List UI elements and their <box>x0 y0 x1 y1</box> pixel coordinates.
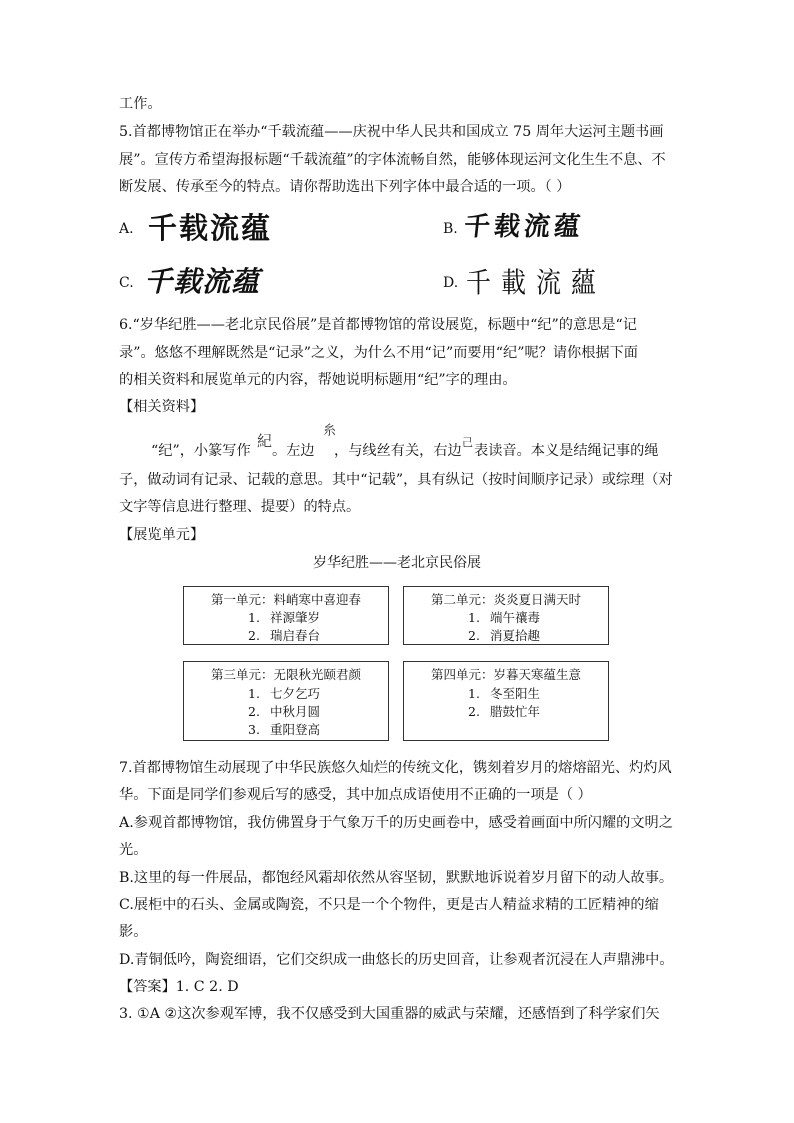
exhibit-unit-1 <box>183 586 389 645</box>
material-heading: 【相关资料】 <box>119 399 205 415</box>
q7-option-b: B.这里的每一件展品，都饱经风霜却依然从容坚韧，默默地诉说着岁月留下的动人故事。 <box>119 870 674 886</box>
seal-script-ji-right-icon: 己 <box>462 436 473 449</box>
exhibit-title: 岁华纪胜——老北京民俗展 <box>313 555 481 571</box>
option-a-label: A. <box>119 221 134 237</box>
seal-script-ji-icon: 紀 <box>257 432 273 450</box>
question-5-line-3: 断发展、传承至今的特点。请你帮助选出下列字体中最合适的一项。（ ） <box>119 179 571 195</box>
unit-heading: 第一单元：料峭寒中喜迎春 <box>210 592 361 607</box>
unit-item: 1. 冬至阳生 <box>468 686 541 701</box>
seal-script-si-icon: 糸 <box>320 423 335 436</box>
unit-item: 1. 祥源肇岁 <box>248 610 321 625</box>
question-7-line-1: 7.首都博物馆生动展现了中华民族悠久灿烂的传统文化，镌刻着岁月的熔熔韶光、灼灼风 <box>119 760 672 776</box>
unit-item: 2. 瑞启春台 <box>248 628 321 643</box>
question-6-line-3: 的相关资料和展览单元的内容，帮她说明标题用“纪”字的理由。 <box>119 372 517 388</box>
option-b-label: B. <box>443 221 458 237</box>
option-b-font-sample: 千载流蕴 <box>462 212 586 242</box>
unit-item: 2. 消夏拾趣 <box>468 628 541 643</box>
option-d-label: D. <box>443 275 459 291</box>
option-d-font-sample: 千載流蘊 <box>466 266 607 299</box>
q7-option-c-line-1: C.展柜中的石头、金属或陶瓷，不只是一个个物件，更是古人精益求精的工匠精神的缩 <box>119 897 659 913</box>
material-line-3: 文字等信息进行整理、提要）的特点。 <box>119 499 361 515</box>
option-a-font-sample: 千载流蕴 <box>148 211 273 245</box>
question-6-line-2: 录”。悠悠不理解既然是“记录”之义，为什么不用“记”而要用“纪”呢？请你根据下面 <box>119 345 638 361</box>
exhibit-unit-2 <box>403 586 609 645</box>
question-5-line-1: 5.首都博物馆正在举办“千载流蕴——庆祝中华人民共和国成立 75 周年大运河主题书画 <box>119 124 664 140</box>
question-7-line-2: 华。下面是同学们参观后写的感受，其中加点成语使用不正确的一项是（ ） <box>119 787 592 803</box>
unit-item: 1. 七夕乞巧 <box>248 686 321 701</box>
material-line-1c: ，与线丝有关，右边 <box>334 443 462 459</box>
q7-option-c-line-2: 影。 <box>119 924 148 940</box>
answer-line: 【答案】1. C 2. D <box>119 979 239 995</box>
text-line: 工作。 <box>119 96 162 112</box>
unit-item: 1. 端午禳毒 <box>468 610 541 625</box>
material-line-2: 子，做动词有记录、记载的意思。其中“记载”，具有纵记（按时间顺序记录）或综理（对 <box>119 472 673 488</box>
answer-line-3: 3. ①A ②这次参观军博，我不仅感受到大国重器的威武与荣耀，还感悟到了科学家们矢 <box>119 1006 660 1022</box>
unit-heading: 第四单元：岁暮天寒蕴生意 <box>430 667 581 682</box>
question-5-line-2: 展”。宣传方希望海报标题“千载流蕴”的字体流畅自然，能够体现运河文化生生不息、不 <box>119 152 666 168</box>
material-line-1d: 表读音。本义是结绳记事的绳 <box>474 443 659 459</box>
unit-item: 3. 重阳登高 <box>248 722 321 737</box>
q7-option-d: D.青铜低吟，陶瓷细语，它们交织成一曲悠长的历史回音，让参观者沉浸在人声鼎沸中。 <box>119 952 674 968</box>
unit-item: 2. 腊鼓忙年 <box>468 704 541 719</box>
unit-heading: 第三单元：无限秋光颐君颜 <box>210 667 361 682</box>
unit-heading: 第二单元：炎炎夏日满天时 <box>430 592 581 607</box>
exhibit-unit-4 <box>403 661 609 741</box>
q7-option-a-line-1: A.参观首都博物馆，我仿佛置身于气象万千的历史画卷中，感受着画面中所闪耀的文明之 <box>119 815 673 831</box>
option-c-label: C. <box>119 275 134 291</box>
material-line-1a: “纪”，小篆写作 <box>151 443 251 459</box>
material-line-1b: 。左边 <box>272 443 315 459</box>
option-c-font-sample: 千载流蕴 <box>144 265 261 298</box>
unit-item: 2. 中秋月圆 <box>248 704 321 719</box>
q7-option-a-line-2: 光。 <box>119 842 148 858</box>
exhibit-heading: 【展览单元】 <box>119 527 205 543</box>
exhibit-unit-3 <box>183 661 389 741</box>
question-6-line-1: 6.“岁华纪胜——老北京民俗展”是首都博物馆的常设展览，标题中“纪”的意思是“记 <box>119 317 637 333</box>
